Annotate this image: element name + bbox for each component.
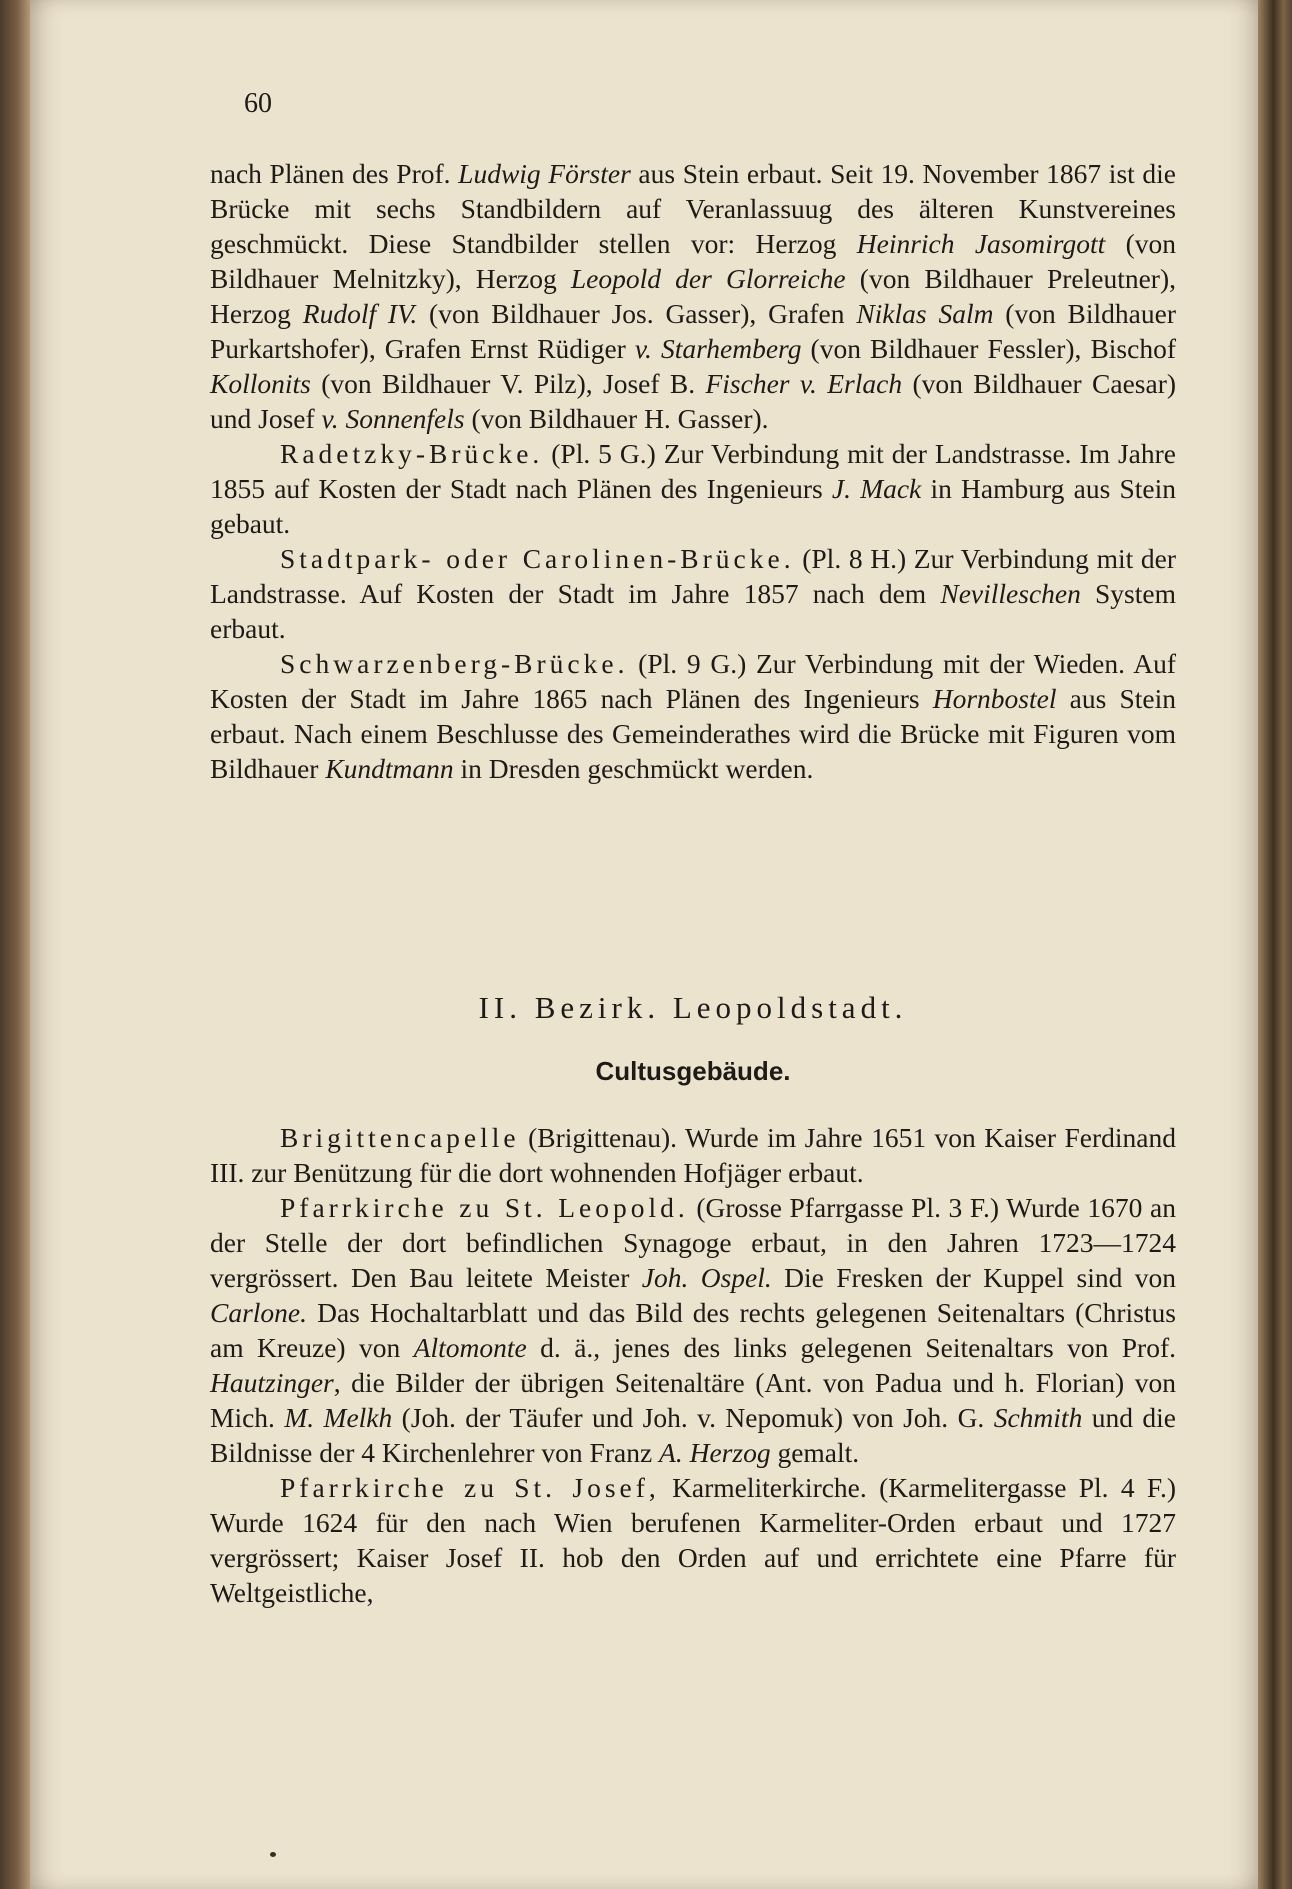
text-run: (von Bildhauer Melnitzky), Herzog xyxy=(210,228,1176,294)
text-run: (von Bildhauer H. Gasser). xyxy=(464,403,769,434)
text-run: (von Bildhauer Preleutner), Herzog xyxy=(210,263,1176,329)
text-run: , die Bilder der übrigen Seitenaltäre (Ant. von Padua und h. Florian) von Mich. xyxy=(210,1367,1176,1433)
paragraph xyxy=(210,1120,1176,1190)
text-run: (Pl. 8 H.) Zur Verbindung mit der Landstrasse. Auf Kosten der Stadt im Jahre 1857 nach dem xyxy=(210,543,1176,609)
sub-heading: Cultusgebäude. xyxy=(595,1056,791,1086)
ink-smudge xyxy=(270,1852,276,1857)
text-run: d. ä., jenes des links gelegenen Seitenaltars von Prof. xyxy=(526,1332,1177,1363)
italic-name: Kundtmann xyxy=(325,753,454,784)
italic-name: Carlone. xyxy=(210,1297,308,1328)
entry-title: Pfarrkirche zu St. Leopold. xyxy=(280,1192,689,1223)
italic-name: Nevilleschen xyxy=(940,578,1081,609)
italic-name: Hornbostel xyxy=(932,683,1057,714)
italic-name: Rudolf IV. xyxy=(302,298,418,329)
book-page xyxy=(30,0,1262,1889)
text-run: (Pl. 5 G.) Zur Verbindung mit der Landstrasse. Im Jahre 1855 auf Kosten der Stadt nach Plänen des Ingenieurs xyxy=(210,438,1176,504)
paragraph xyxy=(210,1470,1176,1610)
bridges-text-block xyxy=(210,156,1176,786)
italic-name: M. Melkh xyxy=(284,1402,393,1433)
text-run: (von Bildhauer Purkartshofer), Grafen Ernst Rüdiger xyxy=(210,298,1176,364)
italic-name: Leopold der Glorreiche xyxy=(570,263,846,294)
paragraph xyxy=(210,156,1176,436)
italic-name: Fischer v. Erlach xyxy=(705,368,903,399)
text-run: (von Bildhauer V. Pilz), Josef B. xyxy=(310,368,706,399)
text-run: Karmeliterkirche. (Karmelitergasse Pl. 4 F.) Wurde 1624 für den nach Wien berufenen Karmeliter-Orden erbaut und 1727 vergrössert; Kaiser Josef II. hob den Orden auf und errichtete eine Pfarre für Weltgeistliche, xyxy=(210,1472,1176,1608)
italic-name: Joh. Ospel. xyxy=(641,1262,772,1293)
text-run: aus Stein erbaut. Nach einem Beschlusse des Gemeinderathes wird die Brücke mit Figuren vom Bildhauer xyxy=(210,683,1176,784)
italic-name: Niklas Salm xyxy=(856,298,994,329)
entry-title: Stadtpark- oder Carolinen-Brücke. xyxy=(280,543,795,574)
italic-name: v. Starhemberg xyxy=(634,333,802,364)
text-run: und die Bildnisse der 4 Kirchenlehrer von Franz xyxy=(210,1402,1176,1468)
italic-name: Altomonte xyxy=(413,1332,527,1363)
text-run: aus Stein erbaut. Seit 19. November 1867 ist die Brücke mit sechs Standbildern auf Veranlassuug des älteren Kunstvereines geschmückt. Diese Standbilder stellen vor: Herzog xyxy=(210,158,1177,259)
italic-name: Schmith xyxy=(993,1402,1083,1433)
italic-name: J. Mack xyxy=(831,473,922,504)
entry-title: Pfarrkirche zu St. Josef, xyxy=(280,1472,660,1503)
text-run: Die Fresken der Kuppel sind von xyxy=(771,1262,1176,1293)
text-run: System erbaut. xyxy=(210,578,1176,644)
italic-name: A. Herzog xyxy=(659,1437,771,1468)
paragraph xyxy=(210,541,1176,646)
italic-name: Hautzinger xyxy=(210,1367,334,1398)
text-run: (von Bildhauer Caesar) und Josef xyxy=(210,368,1177,434)
text-run: (Pl. 9 G.) Zur Verbindung mit der Wieden. Auf Kosten der Stadt im Jahre 1865 nach Plänen des Ingenieurs xyxy=(210,648,1176,714)
book-edge-right xyxy=(1258,0,1292,1889)
section-heading: II. Bezirk. Leopoldstadt. xyxy=(478,990,908,1025)
italic-name: v. Sonnenfels xyxy=(321,403,465,434)
entry-title: Brigittencapelle xyxy=(280,1122,520,1153)
italic-name: Ludwig Förster xyxy=(458,158,631,189)
text-run: (Joh. der Täufer und Joh. v. Nepomuk) von Joh. G. xyxy=(392,1402,994,1433)
text-run: Das Hochaltarblatt und das Bild des rechts gelegenen Seitenaltars (Christus am Kreuze) von xyxy=(210,1297,1176,1363)
page-number: 60 xyxy=(244,88,272,119)
paragraph xyxy=(210,436,1176,541)
text-run: in Hamburg aus Stein gebaut. xyxy=(210,473,1177,539)
entry-title: Radetzky-Brücke. xyxy=(280,438,544,469)
paragraph xyxy=(210,646,1176,786)
text-run: gemalt. xyxy=(770,1437,860,1468)
text-run: nach Plänen des Prof. xyxy=(210,158,459,189)
italic-name: Heinrich Jasomirgott xyxy=(856,228,1106,259)
paragraph xyxy=(210,1190,1176,1470)
entry-title: Schwarzenberg-Brücke. xyxy=(280,648,629,679)
text-run: in Dresden geschmückt werden. xyxy=(453,753,814,784)
text-run: (von Bildhauer Fessler), Bischof xyxy=(801,333,1176,364)
text-run: (Grosse Pfarrgasse Pl. 3 F.) Wurde 1670 an der Stelle der dort befindlichen Synagoge erbaut, in den Jahren 1723—1724 vergrössert. Den Bau leitete Meister xyxy=(210,1192,1176,1293)
italic-name: Kollonits xyxy=(210,368,311,399)
text-run: (Brigittenau). Wurde im Jahre 1651 von Kaiser Ferdinand III. zur Benützung für die dort wohnenden Hofjäger erbaut. xyxy=(210,1122,1176,1188)
churches-text-block xyxy=(210,1120,1176,1610)
text-run: (von Bildhauer Jos. Gasser), Grafen xyxy=(417,298,857,329)
